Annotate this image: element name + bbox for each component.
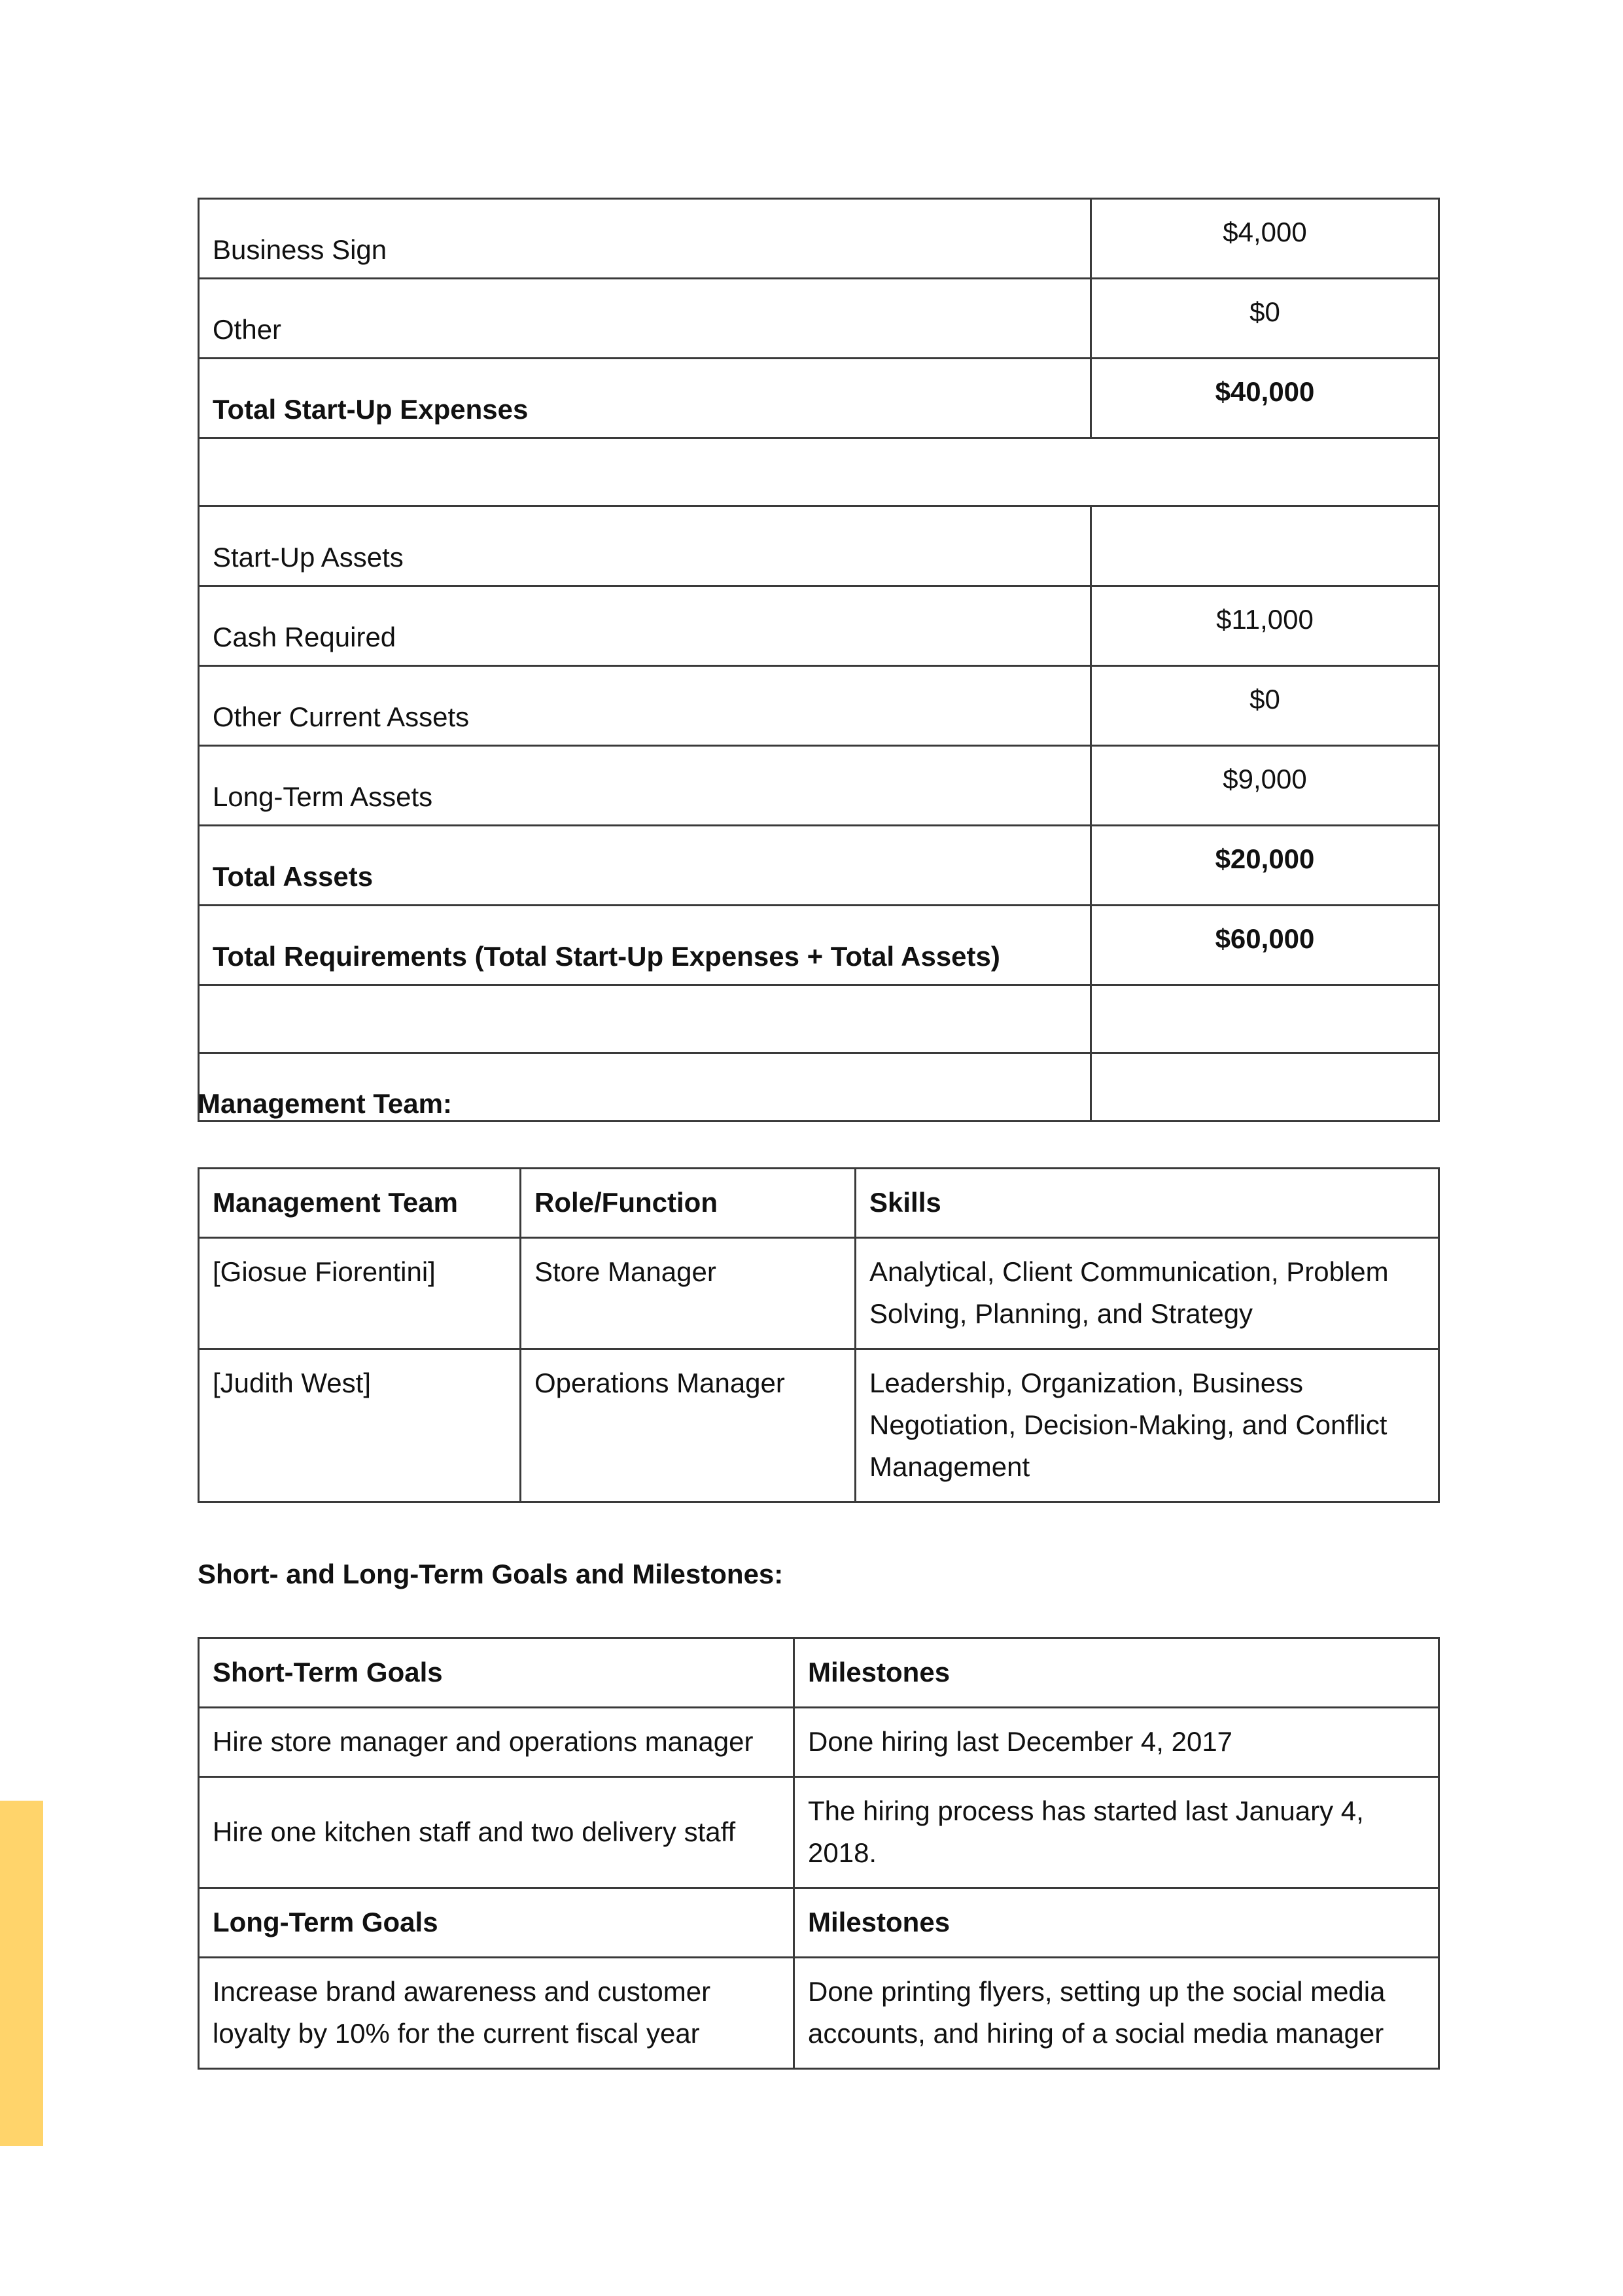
table-row — [199, 506, 1439, 586]
column-header: Role/Function — [521, 1169, 856, 1238]
row-value: $11,000 — [1091, 586, 1439, 666]
empty-row — [199, 438, 1439, 506]
management-heading: Management Team: — [198, 1088, 452, 1119]
table-row — [199, 1708, 1439, 1777]
table-row — [199, 1238, 1439, 1349]
milestone-cell: The hiring process has started last January 4, 2018. — [794, 1777, 1439, 1888]
row-label: Other — [199, 279, 1091, 359]
goals-table — [198, 1637, 1440, 2070]
member-name: [Giosue Fiorentini] — [199, 1238, 521, 1349]
column-header: Long-Term Goals — [199, 1888, 794, 1958]
row-label: Other Current Assets — [199, 666, 1091, 746]
empty-cell — [199, 985, 1091, 1053]
member-role: Store Manager — [521, 1238, 856, 1349]
table-row — [199, 359, 1439, 438]
empty-cell — [1091, 985, 1439, 1053]
table-row — [199, 199, 1439, 279]
table-row — [199, 586, 1439, 666]
row-value: $0 — [1091, 279, 1439, 359]
column-header: Milestones — [794, 1888, 1439, 1958]
table-row — [199, 279, 1439, 359]
column-header: Milestones — [794, 1638, 1439, 1708]
table-header-row — [199, 1638, 1439, 1708]
member-skills: Analytical, Client Communication, Problem Solving, Planning, and Strategy — [856, 1238, 1439, 1349]
member-role: Operations Manager — [521, 1349, 856, 1502]
member-skills: Leadership, Organization, Business Negotiation, Decision-Making, and Conflict Management — [856, 1349, 1439, 1502]
goals-heading: Short- and Long-Term Goals and Milestones: — [198, 1559, 784, 1589]
column-header: Skills — [856, 1169, 1439, 1238]
table-row — [199, 666, 1439, 746]
table-row — [199, 1958, 1439, 2069]
row-value — [1091, 506, 1439, 586]
row-value: $40,000 — [1091, 359, 1439, 438]
milestone-cell: Done printing flyers, setting up the social media accounts, and hiring of a social media manager — [794, 1958, 1439, 2069]
goal-cell: Increase brand awareness and customer loyalty by 10% for the current fiscal year — [199, 1958, 794, 2069]
accent-bar — [0, 1801, 43, 2146]
column-header: Short-Term Goals — [199, 1638, 794, 1708]
table-row — [199, 1777, 1439, 1888]
row-label: Business Sign — [199, 199, 1091, 279]
management-table — [198, 1167, 1440, 1503]
row-label: Cash Required — [199, 586, 1091, 666]
table-row — [199, 1349, 1439, 1502]
row-value: $9,000 — [1091, 746, 1439, 826]
row-label: Total Requirements (Total Start-Up Expenses + Total Assets) — [199, 906, 1091, 985]
row-label: Total Assets — [199, 826, 1091, 906]
table-row — [199, 985, 1439, 1053]
table-row — [199, 746, 1439, 826]
table-row — [199, 438, 1439, 506]
row-value: $0 — [1091, 666, 1439, 746]
goal-cell: Hire one kitchen staff and two delivery staff — [199, 1777, 794, 1888]
table-header-row — [199, 1888, 1439, 1958]
empty-cell — [1091, 1053, 1439, 1122]
row-value: $4,000 — [1091, 199, 1439, 279]
row-label: Total Start-Up Expenses — [199, 359, 1091, 438]
table-row — [199, 906, 1439, 985]
milestone-cell: Done hiring last December 4, 2017 — [794, 1708, 1439, 1777]
table-row — [199, 826, 1439, 906]
table-header-row — [199, 1169, 1439, 1238]
row-label: Long-Term Assets — [199, 746, 1091, 826]
row-label: Start-Up Assets — [199, 506, 1091, 586]
row-value: $20,000 — [1091, 826, 1439, 906]
row-value: $60,000 — [1091, 906, 1439, 985]
startup-table — [198, 198, 1440, 1122]
goal-cell: Hire store manager and operations manager — [199, 1708, 794, 1777]
member-name: [Judith West] — [199, 1349, 521, 1502]
column-header: Management Team — [199, 1169, 521, 1238]
